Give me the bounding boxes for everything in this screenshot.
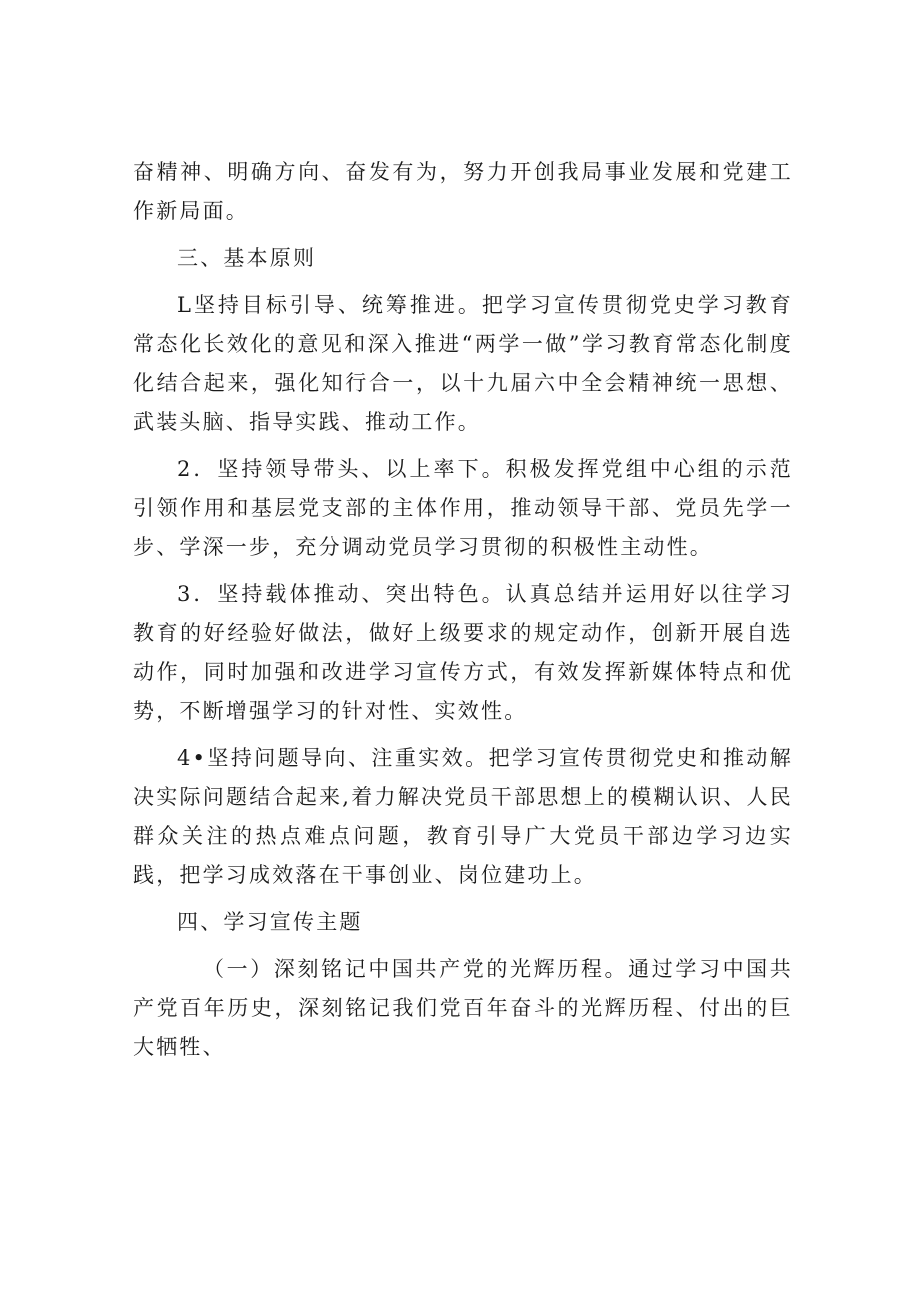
paragraph-continuation: 奋精神、明确方向、奋发有为，努力开创我局事业发展和党建工作新局面。 xyxy=(133,160,793,223)
principle-paragraph-4: 4•坚持问题导向、注重实效。把学习宣传贯彻党史和推动解决实际问题结合起来,着力解决党员干部思想上的模糊认识、人民群众关注的热点难点问题，教育引导广大党员干部边学习边实践，把学习成效落在干事创业、岗位建功上。 xyxy=(133,746,793,887)
theme-paragraph-1: （一）深刻铭记中国共产党的光辉历程。通过学习中国共产党百年历史，深刻铭记我们党百年奋斗的光辉历程、付出的巨大牺牲、 xyxy=(133,957,793,1059)
principle-paragraph-2: 2．坚持领导带头、以上率下。积极发挥党组中心组的示范引领作用和基层党支部的主体作用，推动领导干部、党员先学一步、学深一步，充分调动党员学习贯彻的积极性主动性。 xyxy=(133,457,793,559)
principle-paragraph-3: 3．坚持载体推动、突出特色。认真总结并运用好以往学习教育的好经验好做法，做好上级要求的规定动作，创新开展自选动作，同时加强和改进学习宣传方式，有效发挥新媒体特点和优势，不断增强学习的针对性、实效性。 xyxy=(133,582,793,723)
section-heading-basic-principles: 三、基本原则 xyxy=(177,246,317,270)
principle-paragraph-1: L坚持目标引导、统筹推进。把学习宣传贯彻党史学习教育常态化长效化的意见和深入推进“两学一做”学习教育常态化制度化结合起来，强化知行合一，以十九届六中全会精神统一思想、武装头脑、指导实践、推动工作。 xyxy=(133,293,793,434)
document-body xyxy=(133,153,793,1075)
section-heading-study-themes: 四、学习宣传主题 xyxy=(177,910,363,934)
